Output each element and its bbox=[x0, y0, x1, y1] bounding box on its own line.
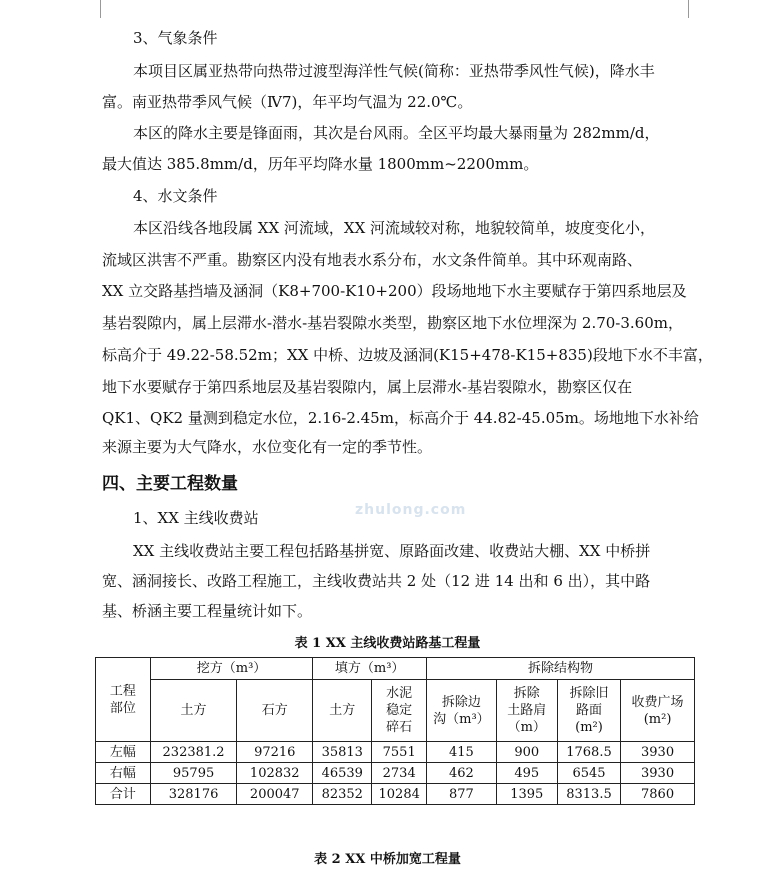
table-cell: 462 bbox=[427, 763, 497, 784]
table-cell: 1768.5 bbox=[557, 742, 620, 763]
paragraph-line: 本项目区属亚热带向热带过渡型海洋性气候(简称：亚热带季风性气候)，降水丰 bbox=[133, 62, 655, 80]
header-plaza: 收费广场 (m²) bbox=[621, 680, 695, 742]
table-cell: 6545 bbox=[557, 763, 620, 784]
crop-mark-right bbox=[688, 0, 689, 18]
paragraph-line: 本区的降水主要是锋面雨，其次是台风雨。全区平均最大暴雨量为 282mm/d， bbox=[133, 124, 660, 142]
table-cell: 102832 bbox=[237, 763, 313, 784]
table-row bbox=[96, 742, 695, 763]
table-cell: 35813 bbox=[313, 742, 372, 763]
header-stone: 石方 bbox=[237, 680, 313, 742]
section-title-hydrology: 4、水文条件 bbox=[133, 187, 218, 205]
section-heading: 四、主要工程数量 bbox=[102, 474, 238, 494]
table-cell: 2734 bbox=[372, 763, 427, 784]
paragraph-line: XX 主线收费站主要工程包括路基拼宽、原路面改建、收费站大棚、XX 中桥拼 bbox=[133, 542, 651, 560]
paragraph-line: 来源主要为大气降水，水位变化有一定的季节性。 bbox=[102, 438, 433, 456]
header-earth: 土方 bbox=[150, 680, 236, 742]
table2-caption: 表 2 XX 中桥加宽工程量 bbox=[314, 852, 461, 867]
table-cell: 82352 bbox=[313, 784, 372, 805]
header-cement: 水泥 稳定 碎石 bbox=[372, 680, 427, 742]
paragraph-line: 富。南亚热带季风气候（Ⅳ7)，年平均气温为 22.0℃。 bbox=[102, 93, 473, 111]
paragraph-line: 本区沿线各地段属 XX 河流域，XX 河流域较对称，地貌较简单，坡度变化小， bbox=[133, 219, 656, 237]
header-dig: 挖方（m³） bbox=[150, 658, 312, 680]
table-cell: 1395 bbox=[496, 784, 557, 805]
table-cell: 415 bbox=[427, 742, 497, 763]
table-cell: 3930 bbox=[621, 742, 695, 763]
table-cell: 7860 bbox=[621, 784, 695, 805]
paragraph-line: QK1、QK2 量测到稳定水位，2.16-2.45m，标高介于 44.82-45.05m。场地地下水补给 bbox=[102, 409, 699, 427]
row-label: 右幅 bbox=[96, 763, 151, 784]
header-part: 工程 部位 bbox=[96, 658, 151, 742]
table-cell: 3930 bbox=[621, 763, 695, 784]
header-fill: 填方（m³） bbox=[313, 658, 427, 680]
watermark: zhulong.com bbox=[355, 502, 467, 518]
header-shoulder: 拆除 土路肩 （m） bbox=[496, 680, 557, 742]
paragraph-line: 最大值达 385.8mm/d，历年平均降水量 1800mm~2200mm。 bbox=[102, 155, 539, 173]
table-cell: 200047 bbox=[237, 784, 313, 805]
paragraph-line: 基、桥涵主要工程量统计如下。 bbox=[102, 602, 313, 620]
row-label: 左幅 bbox=[96, 742, 151, 763]
paragraph-line: 基岩裂隙内，属上层滞水-潜水-基岩裂隙水类型，勘察区地下水位埋深为 2.70-3.60m， bbox=[102, 314, 683, 332]
header-demolish: 拆除结构物 bbox=[427, 658, 695, 680]
table-cell: 46539 bbox=[313, 763, 372, 784]
table-cell: 328176 bbox=[150, 784, 236, 805]
paragraph-line: XX 立交路基挡墙及涵洞（K8+700-K10+200）段场地地下水主要赋存于第四系地层及 bbox=[102, 282, 687, 300]
paragraph-line: 宽、涵洞接长、改路工程施工，主线收费站共 2 处（12 进 14 出和 6 出），其中路 bbox=[102, 572, 651, 590]
table-cell: 10284 bbox=[372, 784, 427, 805]
table-caption: 表 1 XX 主线收费站路基工程量 bbox=[294, 636, 481, 651]
table-cell: 95795 bbox=[150, 763, 236, 784]
crop-mark-left bbox=[100, 0, 101, 18]
table-cell: 232381.2 bbox=[150, 742, 236, 763]
table-cell: 97216 bbox=[237, 742, 313, 763]
header-ditch: 拆除边 沟（m³） bbox=[427, 680, 497, 742]
quantity-table bbox=[95, 657, 695, 805]
table-row bbox=[96, 784, 695, 805]
paragraph-line: 地下水要赋存于第四系地层及基岩裂隙内，属上层滞水-基岩裂隙水，勘察区仅在 bbox=[102, 378, 633, 396]
table-row bbox=[96, 763, 695, 784]
table-cell: 8313.5 bbox=[557, 784, 620, 805]
header-fill-earth: 土方 bbox=[313, 680, 372, 742]
table-cell: 877 bbox=[427, 784, 497, 805]
subsection-title: 1、XX 主线收费站 bbox=[133, 509, 259, 527]
section-title-climate: 3、气象条件 bbox=[133, 29, 218, 47]
row-label: 合计 bbox=[96, 784, 151, 805]
paragraph-line: 标高介于 49.22-58.52m；XX 中桥、边坡及涵洞(K15+478-K15+835)段地下水不丰富， bbox=[102, 346, 713, 364]
table-cell: 495 bbox=[496, 763, 557, 784]
table-cell: 7551 bbox=[372, 742, 427, 763]
table-cell: 900 bbox=[496, 742, 557, 763]
header-old-road: 拆除旧 路面 (m²) bbox=[557, 680, 620, 742]
paragraph-line: 流域区洪害不严重。勘察区内没有地表水系分布，水文条件简单。其中环观南路、 bbox=[102, 251, 643, 269]
